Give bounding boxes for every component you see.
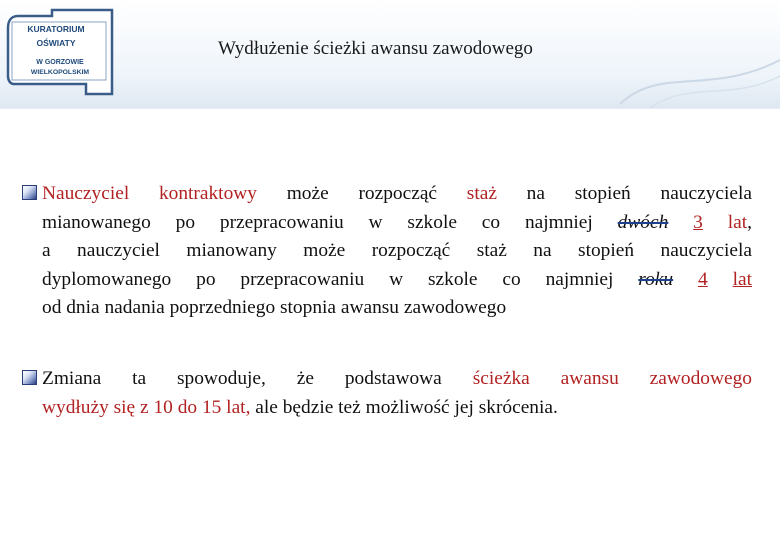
bullet-1-line-3: a nauczyciel mianowany może rozpocząć staż na stopień nauczyciela <box>42 240 752 261</box>
slide-title: Wydłużenie ścieżki awansu zawodowego <box>218 38 533 59</box>
bullet-square-icon <box>22 185 37 200</box>
bullet-2 <box>22 365 752 422</box>
logo-line-4: WIELKOPOLSKIM <box>30 69 90 76</box>
bullet-1-line-4: dyplomowanego po przepracowaniu w szkole co najmniej roku 4 lat <box>42 268 752 290</box>
bullet-1-line-1: Nauczyciel kontraktowy może rozpocząć staż na stopień nauczyciela <box>22 180 752 209</box>
logo-line-1: KURATORIUM <box>27 24 85 34</box>
kuratorium-logo <box>4 6 120 96</box>
logo-line-2: OŚWIATY <box>36 38 76 48</box>
bullet-1 <box>22 180 752 323</box>
struck-word: dwóch <box>617 211 669 233</box>
struck-word: roku <box>638 268 674 290</box>
bullet-1-line-2: mianowanego po przepracowaniu w szkole co najmniej dwóch 3 lat, <box>42 211 752 233</box>
bullet-1-line-5: od dnia nadania poprzedniego stopnia awansu zawodowego <box>42 297 507 318</box>
header-decoration <box>620 56 780 108</box>
bullet-2-line-2: wydłuży się z 10 do 15 lat, ale będzie też możliwość jej skrócenia. <box>42 396 558 418</box>
bullet-square-icon <box>22 370 37 385</box>
new-value: 4 <box>698 268 708 290</box>
bottom-area <box>0 424 780 540</box>
bullet-2-line-1: Zmiana ta spowoduje, że podstawowa ścieżka awansu zawodowego <box>22 365 752 394</box>
new-value: 3 <box>693 211 703 233</box>
logo-line-3: W GORZOWIE <box>36 59 84 66</box>
